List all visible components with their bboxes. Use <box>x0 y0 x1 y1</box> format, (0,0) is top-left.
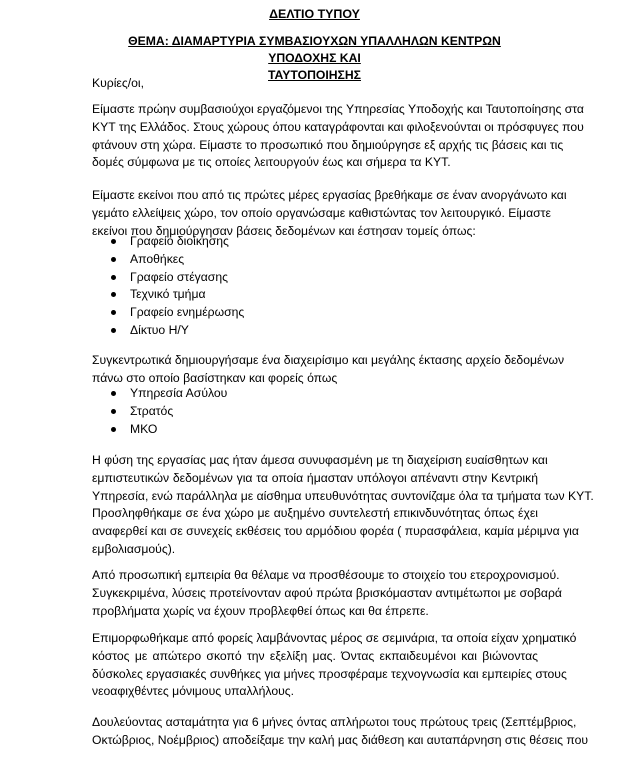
paragraph-line: εμβολιασμούς). <box>92 541 176 556</box>
paragraph-line: Υπηρεσία, ενώ παράλληλα με αίσθημα υπευθυνότητας συντονίζαμε όλα τα τμήματα των ΚΥΤ. <box>92 488 594 503</box>
bullet-icon <box>111 310 116 315</box>
bullet-icon <box>111 328 116 333</box>
list-item <box>110 403 227 421</box>
list-item-label: ΜΚΟ <box>130 421 158 436</box>
bullet-icon <box>111 409 116 414</box>
list-item-label: Τεχνικό τμήμα <box>130 287 206 302</box>
paragraph-line: Είμαστε εκείνοι που από τις πρώτες μέρες εργασίας βρεθήκαμε σε έναν ανοργάνωτο και <box>92 188 567 202</box>
list-item <box>110 251 244 269</box>
paragraph-line: Η φύση της εργασίας μας ήταν άμεσα συνυφασμένη με τη διαχείριση ευαίσθητων και <box>92 453 548 467</box>
list-item <box>110 304 244 322</box>
list-item-label: Υπηρεσία Ασύλου <box>130 386 228 400</box>
paragraph-line: δομές σύμφωνα με τις οποίες λειτουργούν έως και σήμερα τα ΚΥΤ. <box>92 155 451 170</box>
paragraph-line: Από προσωπική εμπειρία θα θέλαμε να προσθέσουμε το στοιχείο του ετεροχρονισμού. <box>92 568 560 582</box>
subject-line-1: ΘΕΜΑ: ΔΙΑΜΑΡΤΥΡΙΑ ΣΥΜΒΑΣΙΟΥΧΩΝ ΥΠΑΛΛΗΛΩΝ ΚΕΝΤΡΩΝ ΥΠΟΔΟΧΗΣ ΚΑΙ <box>128 34 501 65</box>
paragraph-6 <box>92 630 577 701</box>
paragraph-line: Δουλεύοντας ασταμάτητα για 6 μήνες όντας απλήρωτοι τους πρώτους τρεις (Σεπτέμβριος, <box>92 715 577 729</box>
list-item <box>110 322 244 340</box>
paragraph-line: Συγκεντρωτικά δημιουργήσαμε ένα διαχειρίσιμο και μεγάλης έκτασης αρχείο δεδομένων <box>92 353 565 367</box>
paragraph-3 <box>92 352 565 388</box>
bullet-icon <box>111 427 116 432</box>
paragraph-line: νεοαφιχθέντες μόνιμους υπαλλήλους. <box>92 684 295 699</box>
paragraph-4 <box>92 452 594 559</box>
paragraph-line: Συγκεκριμένα, λύσεις προτείνονταν αφού πρώτα βρισκόμασταν αντιμέτωποι με σοβαρά <box>92 585 562 600</box>
paragraph-line: ΚΥΤ της Ελλάδος. Στους χώρους όπου καταγράφονται και φιλοξενούνται οι πρόσφυγες που <box>92 119 584 134</box>
paragraph-line: φτάνουν στη χώρα. Είμαστε το προσωπικό που δημιούργησε εξ αρχής τις βάσεις και τις <box>92 137 564 152</box>
document-title: ΔΕΛΤΙΟ ΤΥΠΟΥ <box>269 7 360 21</box>
document-subject <box>100 33 529 84</box>
paragraph-line: πάνω στο οποίο βασίστηκαν και φορείς όπως <box>92 370 338 385</box>
agencies-list <box>110 385 227 438</box>
paragraph-line: δύσκολες εργασιακές συνθήκες για μήνες προσφέραμε τεχνογνωσία και εμπειρίες στους <box>92 666 567 681</box>
list-item-label: Αποθήκες <box>130 251 185 266</box>
list-item <box>110 233 244 251</box>
list-item-label: Δίκτυο Η/Υ <box>130 322 189 337</box>
paragraph-1 <box>92 101 584 172</box>
paragraph-line: Οκτώβριος, Νοέμβριος) αποδείξαμε την καλή μας διάθεση και αυταπάρνηση στις θέσεις που <box>92 732 589 747</box>
paragraph-line: αναφερθεί και σε συνεχείς εκθέσεις του αρμόδιου φορέα ( πυρασφάλεια, καμία μέριμνα για <box>92 524 579 539</box>
list-item <box>110 421 227 439</box>
list-item <box>110 385 227 403</box>
paragraph-line: εμπιστευτικών δεδομένων για τα οποία ήμασταν υπόλογοι απέναντι στην Κεντρική <box>92 470 538 485</box>
list-item-label: Γραφείο ενημέρωσης <box>130 305 245 320</box>
paragraph-5 <box>92 567 562 620</box>
departments-list <box>110 233 244 340</box>
bullet-icon <box>111 391 116 396</box>
paragraph-line: Είμαστε πρώην συμβασιούχοι εργαζόμενοι της Υπηρεσίας Υποδοχής και Ταυτοποίησης στα <box>92 102 584 116</box>
list-item-label: Γραφείο στέγασης <box>130 269 228 284</box>
subject-line-2: ΤΑΥΤΟΠΟΙΗΣΗΣ <box>268 68 361 82</box>
paragraph-7 <box>92 714 589 750</box>
list-item-label: Στρατός <box>130 403 174 418</box>
salutation: Κυρίες/οι, <box>92 76 144 90</box>
list-item <box>110 286 244 304</box>
paragraph-line: γεμάτο ελλείψεις χώρο, τον οποίο οργανώσαμε καθιστώντας τον λειτουργικό. Είμαστε <box>92 205 551 220</box>
paragraph-line: προβλήματα χωρίς να έχουν προβλεφθεί όπως και θα έπρεπε. <box>92 603 429 618</box>
list-item-label: Γραφείο διοίκησης <box>130 234 229 248</box>
bullet-icon <box>111 239 116 244</box>
paragraph-line: κόστος με απώτερο σκοπό την εξελίξη μας. Όντας εκπαιδευμένοι και βιώνοντας <box>92 648 538 663</box>
paragraph-line: Επιμορφωθήκαμε από φορείς λαμβάνοντας μέρος σε σεμινάρια, τα οποία είχαν χρηματικό <box>92 631 577 645</box>
bullet-icon <box>111 292 116 297</box>
bullet-icon <box>111 275 116 280</box>
paragraph-line: εκείνοι που δημιούργησαν βάσεις δεδομένων και έστησαν τομείς όπως: <box>92 223 476 238</box>
list-item <box>110 269 244 287</box>
paragraph-line: Προσληφθήκαμε σε ένα χώρο με αυξημένο συντελεστή επικινδυνότητας όπως έχει <box>92 506 538 521</box>
bullet-icon <box>111 257 116 262</box>
